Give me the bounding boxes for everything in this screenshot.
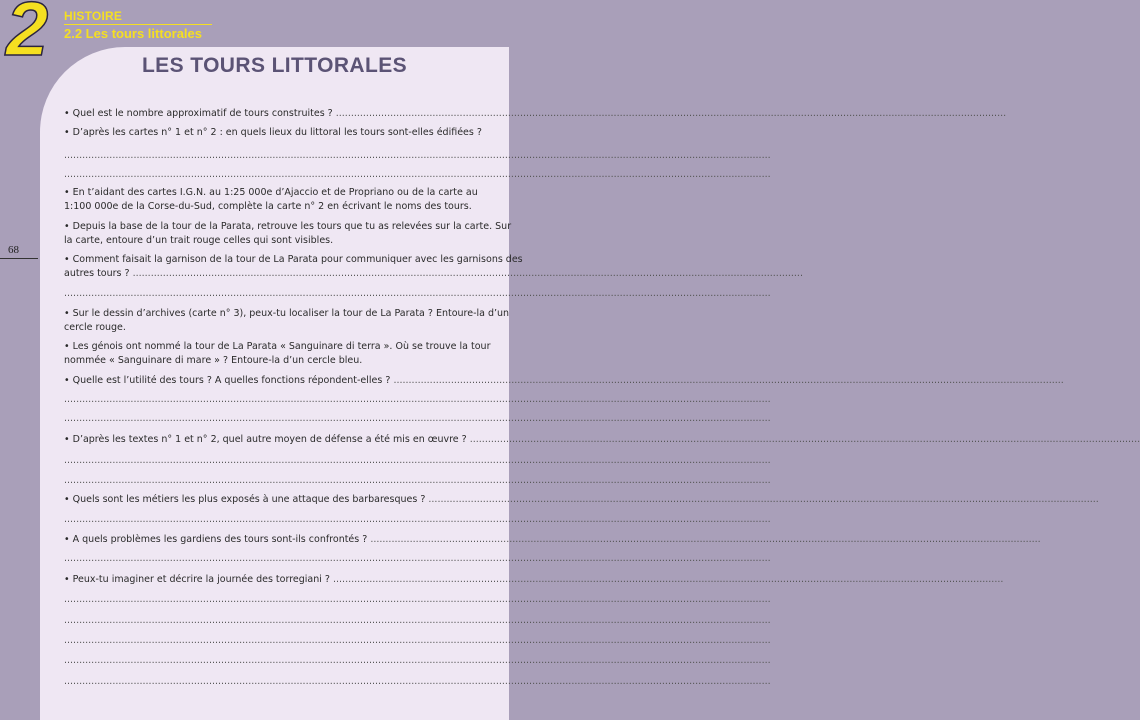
question-3-line-2: 1:100 000e de la Corse-du-Sud, complète la carte n° 2 en écrivant le noms des tours. xyxy=(64,201,472,212)
answer-line[interactable] xyxy=(64,473,466,489)
chapter-title: HISTOIRE xyxy=(64,9,123,23)
question-1: • Quel est le nombre approximatif de tours construites ? ..... xyxy=(64,106,466,122)
question-10: • Quels sont les métiers les plus exposés à une attaque des barbaresques ? ..... xyxy=(64,492,466,508)
question-9: • D’après les textes n° 1 et n° 2, quel autre moyen de défense a été mis en œuvre ? ..... xyxy=(64,432,466,448)
page-number-rule xyxy=(0,258,38,259)
question-12: • Peux-tu imaginer et décrire la journée des torregiani ? ..... xyxy=(64,572,466,588)
question-4-line-1: • Depuis la base de la tour de la Parata, retrouve les tours que tu as relevées sur la carte. Sur xyxy=(64,221,512,232)
question-7-line-2: nommée « Sanguinare di mare » ? Entoure-la d’un cercle bleu. xyxy=(64,355,363,366)
answer-line[interactable] xyxy=(64,592,466,608)
section-title: 2.2 Les tours littorales xyxy=(64,26,202,41)
answer-line[interactable] xyxy=(64,453,466,469)
answer-line[interactable] xyxy=(64,392,466,408)
page-title: LES TOURS LITTORALES xyxy=(141,54,408,77)
question-4-line-2: la carte, entoure d’un trait rouge celles qui sont visibles. xyxy=(64,235,334,246)
question-2: • D’après les cartes n° 1 et n° 2 : en quels lieux du littoral les tours sont-elles édifiées ? xyxy=(64,127,482,138)
question-7-line-1: • Les génois ont nommé la tour de La Parata « Sanguinare di terra ». Où se trouve la tour xyxy=(64,341,491,352)
answer-line[interactable] xyxy=(64,411,466,427)
question-11: • A quels problèmes les gardiens des tours sont-ils confrontés ? ..... xyxy=(64,532,466,548)
answer-line[interactable] xyxy=(64,167,466,183)
answer-line[interactable] xyxy=(64,148,466,164)
answer-line[interactable] xyxy=(64,674,466,690)
header-divider xyxy=(64,24,212,25)
question-5-line-1: • Comment faisait la garnison de la tour de La Parata pour communiquer avec les garnisons des xyxy=(64,254,523,265)
answer-line[interactable] xyxy=(64,551,466,567)
page-number: 68 xyxy=(8,244,19,256)
question-3-line-1: • En t’aidant des cartes I.G.N. au 1:25 000e d’Ajaccio et de Propriano ou de la carte au xyxy=(64,187,478,198)
question-5-line-2: autres tours ? ..... xyxy=(64,266,466,282)
answer-line[interactable] xyxy=(64,653,466,669)
question-6-line-1: • Sur le dessin d’archives (carte n° 3), peux-tu localiser la tour de La Parata ? Entoure-la d’un xyxy=(64,308,510,319)
answer-line[interactable] xyxy=(64,633,466,649)
question-6-line-2: cercle rouge. xyxy=(64,322,126,333)
chapter-number: 2 xyxy=(6,0,49,72)
question-8: • Quelle est l’utilité des tours ? A quelles fonctions répondent-elles ? ..... xyxy=(64,373,466,389)
answer-line[interactable] xyxy=(64,613,466,629)
answer-line[interactable] xyxy=(64,286,466,302)
answer-line[interactable] xyxy=(64,512,466,528)
